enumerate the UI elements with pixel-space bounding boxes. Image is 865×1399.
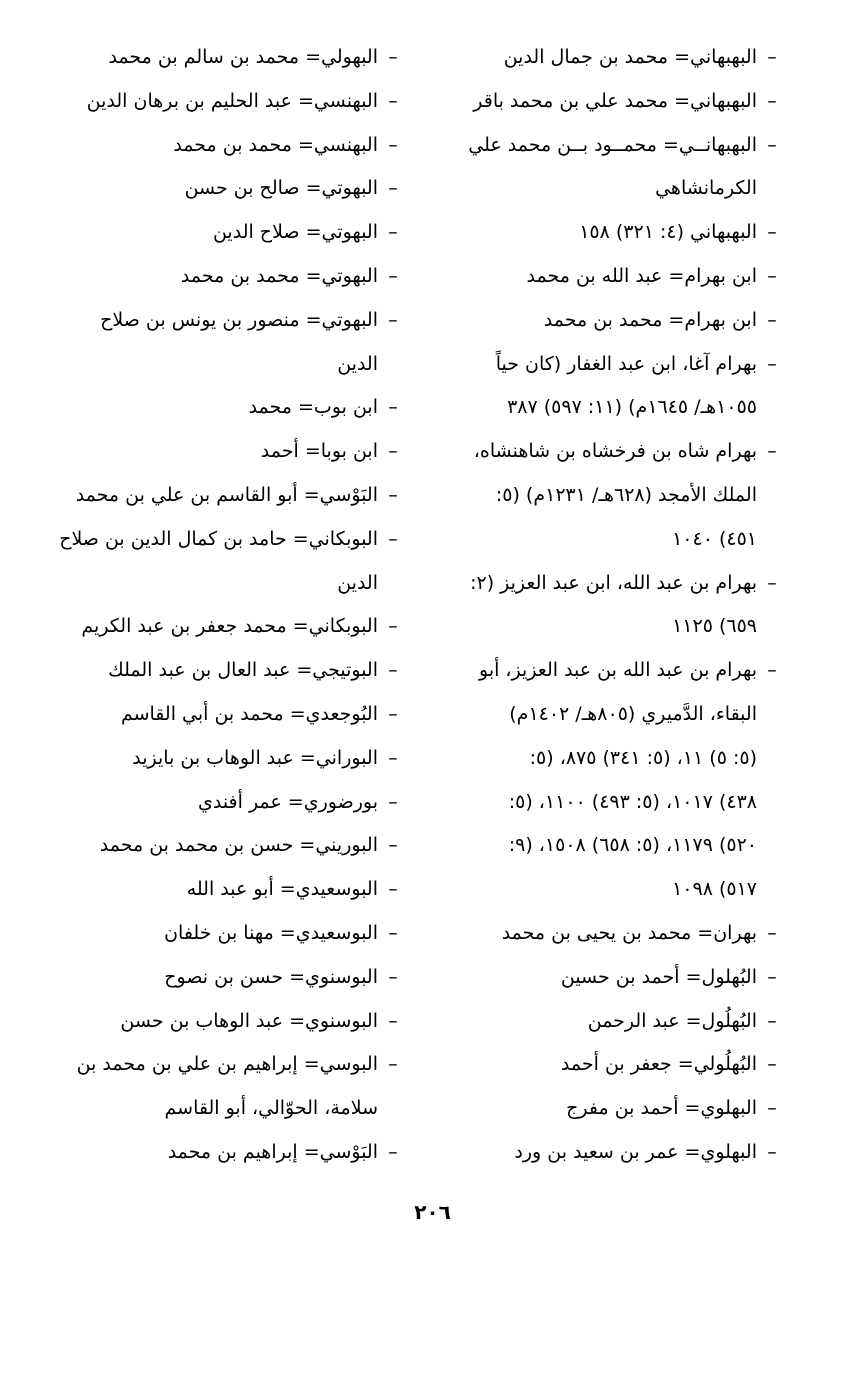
entry-dash: – <box>767 46 777 68</box>
index-entry <box>42 518 402 606</box>
index-entry <box>42 80 402 124</box>
entry-dash: – <box>388 483 398 506</box>
entry-line: البُوجعدي= محمد بن أبي القاسم <box>120 702 378 725</box>
entry-dash: – <box>767 921 777 944</box>
index-entry <box>42 299 402 387</box>
entry-line: ١٠٥٥هـ/ ١٦٤٥م) (١١: ٥٩٧) ٣٨٧ <box>507 396 757 419</box>
entry-dash: – <box>767 965 777 988</box>
index-entry <box>42 474 402 518</box>
entry-line: البهنسي= محمد بن محمد <box>173 133 378 156</box>
entry-line: الدين <box>337 571 378 594</box>
entry-line: بهران= محمد بن يحيى بن محمد <box>501 921 757 944</box>
index-entry <box>431 1131 781 1175</box>
entry-dash: – <box>767 571 777 594</box>
entry-line: البُهلُول= عبد الرحمن <box>587 1009 757 1032</box>
entry-dash: – <box>388 1009 398 1032</box>
entry-dash: – <box>767 308 777 331</box>
entry-dash: – <box>767 659 777 682</box>
entry-line: البوبكاني= محمد جعفر بن عبد الكريم <box>81 615 378 638</box>
entry-line: البهلوي= عمر بن سعيد بن ورد <box>514 1140 757 1163</box>
index-entry <box>42 956 402 1000</box>
entry-line: البوبكاني= حامد بن كمال الدين بن صلاح <box>59 527 378 550</box>
index-entry <box>431 36 781 80</box>
entry-line: بهرام شاه بن فرخشاه بن شاهنشاه، <box>473 440 757 463</box>
entry-line: بهرام آغا، ابن عبد الغفار (كان حياً <box>495 352 757 375</box>
entry-dash: – <box>767 1097 777 1120</box>
entry-line: البُهلُولي= جعفر بن أحمد <box>560 1053 757 1076</box>
index-entry <box>42 781 402 825</box>
entry-dash: – <box>767 221 777 244</box>
entry-line: البهبهاني= محمد بن جمال الدين <box>503 46 757 68</box>
entry-dash: – <box>767 440 777 463</box>
entry-line: الملك الأمجد (٦٢٨هـ/ ١٢٣١م) (٥: <box>495 483 757 506</box>
entry-line: البوراني= عبد الوهاب بن بايزيد <box>132 746 378 769</box>
entry-line: البهبهانــي= محمــود بــن محمد علي <box>468 133 757 156</box>
entry-line: البُهلول= أحمد بن حسين <box>560 965 757 988</box>
index-entry <box>42 1131 402 1175</box>
entry-line: البوسي= إبراهيم بن علي بن محمد بن <box>76 1053 378 1076</box>
entry-line: البهوتي= صالح بن حسن <box>184 177 378 200</box>
entry-dash: – <box>388 1053 398 1076</box>
entry-line: البوسنوي= عبد الوهاب بن حسن <box>120 1009 378 1032</box>
index-entry <box>431 649 781 912</box>
index-entry <box>431 1087 781 1131</box>
entry-line: البهنسي= عبد الحليم بن برهان الدين <box>86 89 378 112</box>
entry-line: بهرام بن عبد الله بن عبد العزيز، أبو <box>479 659 757 682</box>
entry-dash: – <box>388 133 398 156</box>
entry-line: ٥١٧) ١٠٩٨ <box>672 878 757 901</box>
entry-line: البوسعيدي= أبو عبد الله <box>186 878 378 901</box>
entry-line: بهرام بن عبد الله، ابن عبد العزيز (٢: <box>470 571 757 594</box>
index-entry <box>431 80 781 124</box>
page-number: ٢٠٦ <box>414 1200 451 1224</box>
index-entry <box>42 693 402 737</box>
index-entry <box>42 1000 402 1044</box>
index-entry <box>42 1043 402 1131</box>
entry-dash: – <box>388 878 398 901</box>
entry-dash: – <box>388 177 398 200</box>
entry-line: البوتيجي= عبد العال بن عبد الملك <box>108 659 378 682</box>
entry-line: ابن بوب= محمد <box>248 396 378 419</box>
index-entry <box>42 211 402 255</box>
entry-dash: – <box>388 396 398 419</box>
entry-line: البهوتي= محمد بن محمد <box>180 264 378 287</box>
entry-dash: – <box>388 921 398 944</box>
entry-line: البهوتي= منصور بن يونس بن صلاح <box>100 308 378 331</box>
index-entry <box>431 956 781 1000</box>
index-entry <box>42 649 402 693</box>
entry-dash: – <box>767 352 777 375</box>
entry-dash: – <box>388 46 398 68</box>
index-entry <box>431 430 781 561</box>
entry-line: الكرمانشاهي <box>655 177 757 200</box>
index-entry <box>431 255 781 299</box>
index-entry <box>42 824 402 868</box>
index-entry <box>42 868 402 912</box>
entry-dash: – <box>388 308 398 331</box>
index-entry <box>431 211 781 255</box>
entry-line: ابن بهرام= عبد الله بن محمد <box>526 264 757 287</box>
entry-dash: – <box>388 834 398 857</box>
index-entry <box>42 36 402 80</box>
entry-dash: – <box>388 746 398 769</box>
index-entry <box>431 343 781 431</box>
index-column-left <box>42 36 402 1175</box>
entry-dash: – <box>388 659 398 682</box>
entry-dash: – <box>388 89 398 112</box>
entry-dash: – <box>388 440 398 463</box>
entry-line: الدين <box>337 352 378 375</box>
index-entry <box>431 1043 781 1087</box>
entry-line: البهوتي= صلاح الدين <box>212 221 378 244</box>
entry-line: سلامة، الحوّالي، أبو القاسم <box>164 1097 378 1120</box>
entry-line: (٥: ٥) ١١، (٥: ٣٤١) ٨٧٥، (٥: <box>529 746 757 769</box>
entry-dash: – <box>767 1053 777 1076</box>
index-column-right <box>431 36 781 1175</box>
entry-dash: – <box>388 965 398 988</box>
entry-dash: – <box>388 790 398 813</box>
index-entry <box>42 912 402 956</box>
entry-line: ٤٣٨) ١٠١٧، (٥: ٤٩٣) ١١٠٠، (٥: <box>508 790 757 813</box>
entry-line: البهبهاني= محمد علي بن محمد باقر <box>473 89 757 112</box>
entry-dash: – <box>388 615 398 638</box>
entry-line: البهبهاني (٤: ٣٢١) ١٥٨ <box>579 221 757 244</box>
entry-dash: – <box>388 1140 398 1163</box>
entry-line: بورضوري= عمر أفندي <box>197 790 378 813</box>
entry-dash: – <box>767 133 777 156</box>
entry-dash: – <box>767 1009 777 1032</box>
entry-line: ٦٥٩) ١١٢٥ <box>672 615 757 638</box>
index-entry <box>431 1000 781 1044</box>
entry-line: البهولي= محمد بن سالم بن محمد <box>108 46 378 68</box>
entry-dash: – <box>767 89 777 112</box>
entry-line: البوسعيدي= مهنا بن خلفان <box>164 921 378 944</box>
entry-dash: – <box>388 702 398 725</box>
entry-line: البهلوي= أحمد بن مفرج <box>566 1097 757 1120</box>
index-entry <box>42 255 402 299</box>
index-entry <box>431 124 781 212</box>
entry-dash: – <box>767 264 777 287</box>
entry-line: البَوْسي= أبو القاسم بن علي بن محمد <box>75 483 378 506</box>
entry-line: البقاء، الدَّميري (٨٠٥هـ/ ١٤٠٢م) <box>509 702 757 725</box>
entry-line: ابن بوبا= أحمد <box>260 440 378 463</box>
entry-line: ٥٢٠) ١١٧٩، (٥: ٦٥٨) ١٥٠٨، (٩: <box>508 834 757 857</box>
entry-dash: – <box>767 1140 777 1163</box>
index-entry <box>431 299 781 343</box>
entry-dash: – <box>388 527 398 550</box>
entry-line: ابن بهرام= محمد بن محمد <box>543 308 757 331</box>
entry-dash: – <box>388 264 398 287</box>
index-entry <box>42 737 402 781</box>
entry-line: ٤٥١) ١٠٤٠ <box>672 527 757 550</box>
entry-line: البوريني= حسن بن محمد بن محمد <box>99 834 378 857</box>
entry-line: البوسنوي= حسن بن نصوح <box>164 965 378 988</box>
index-entry <box>42 124 402 168</box>
entry-dash: – <box>388 221 398 244</box>
index-entry <box>431 912 781 956</box>
entry-line: البَوْسي= إبراهيم بن محمد <box>167 1140 378 1163</box>
index-entry <box>42 605 402 649</box>
index-entry <box>42 386 402 430</box>
index-entry <box>431 562 781 650</box>
index-entry <box>42 430 402 474</box>
index-entry <box>42 167 402 211</box>
